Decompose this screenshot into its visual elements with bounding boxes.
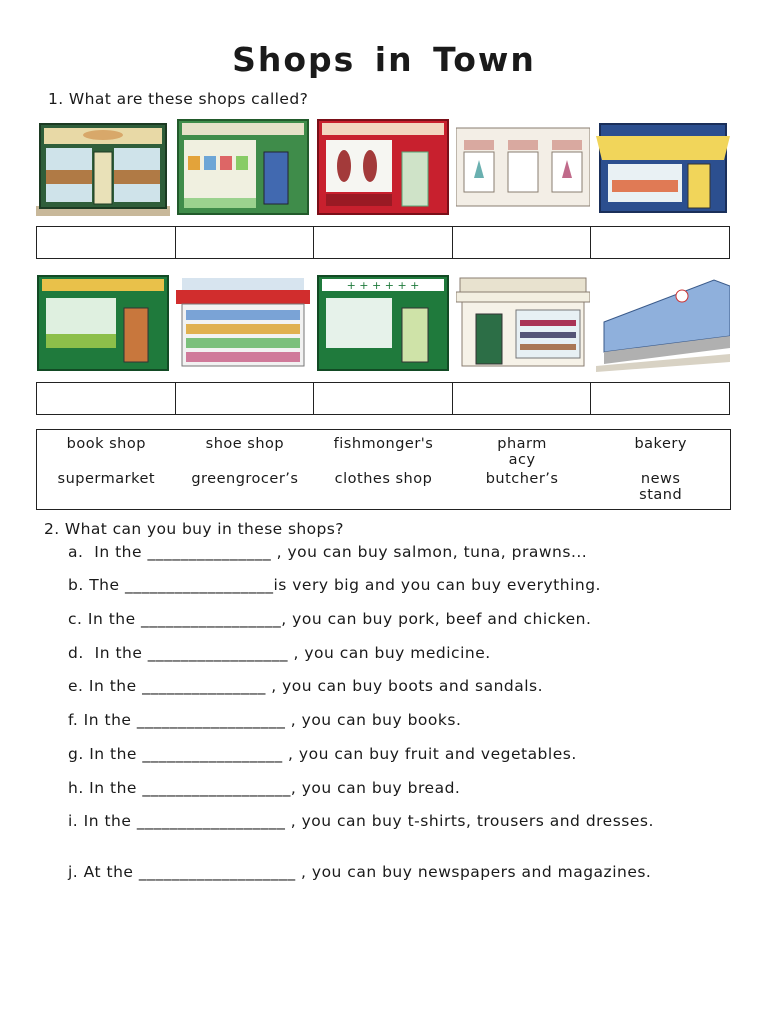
book-shop-icon — [176, 274, 310, 374]
supermarket-building-icon — [596, 274, 730, 374]
word-bank-item: pharmacy — [497, 436, 547, 468]
bakery-shop-icon — [36, 118, 170, 218]
shoe-shop-icon — [456, 274, 590, 374]
word-bank-item: fishmonger's — [333, 436, 434, 452]
sentence-e: e. In the _______________ , you can buy boots and sandals. — [68, 677, 544, 695]
shop-pictures-row-1 — [36, 118, 731, 218]
answer-box[interactable] — [591, 227, 729, 258]
news-stand-shop-icon — [176, 118, 310, 218]
answer-box[interactable] — [453, 383, 592, 414]
sentence-f: f. In the __________________ , you can buy books. — [68, 711, 462, 729]
question-1: 1. What are these shops called? — [48, 90, 309, 108]
sentence-h: h. In the __________________, you can buy bread. — [68, 779, 461, 797]
word-bank — [36, 429, 731, 510]
answer-boxes-row-1 — [36, 226, 730, 259]
word-bank-item: news stand — [639, 470, 683, 503]
sentence-a: a. In the _______________ , you can buy salmon, tuna, prawns... — [68, 543, 588, 561]
shop-pictures-row-2 — [36, 274, 731, 374]
sentence-i: i. In the __________________ , you can buy t-shirts, trousers and dresses. — [68, 812, 654, 830]
word-bank-item: shoe shop — [205, 436, 285, 452]
sentence-g: g. In the _________________ , you can buy fruit and vegetables. — [68, 745, 577, 763]
answer-box[interactable] — [176, 227, 315, 258]
answer-box[interactable] — [176, 383, 315, 414]
word-bank-item: bakery — [634, 436, 687, 452]
svg-text:+ + + + + +: + + + + + + — [346, 279, 420, 292]
pharmacy-shop-icon — [316, 274, 450, 374]
sentence-b: b. The __________________is very big and you can buy everything. — [68, 576, 601, 594]
answer-box[interactable] — [591, 383, 729, 414]
sentence-j: j. At the ___________________ , you can buy newspapers and magazines. — [68, 863, 652, 881]
clothes-shop-icon — [456, 118, 590, 218]
word-bank-item: book shop — [66, 436, 146, 452]
word-bank-item: supermarket — [57, 470, 156, 487]
answer-box[interactable] — [314, 227, 453, 258]
fishmongers-shop-icon — [596, 118, 730, 218]
answer-box[interactable] — [453, 227, 592, 258]
answer-box[interactable] — [37, 383, 176, 414]
answer-box[interactable] — [314, 383, 453, 414]
answer-box[interactable] — [37, 227, 176, 258]
sentence-c: c. In the _________________, you can buy pork, beef and chicken. — [68, 610, 592, 628]
sentence-d: d. In the _________________ , you can buy medicine. — [68, 644, 491, 662]
question-2: 2. What can you buy in these shops? — [44, 520, 344, 538]
word-bank-item: clothes shop — [334, 470, 433, 487]
worksheet-title: Shops in Town — [232, 40, 536, 79]
greengrocers-shop-icon — [36, 274, 170, 374]
answer-boxes-row-2 — [36, 382, 730, 415]
word-bank-item: butcher’s — [485, 470, 559, 487]
butchers-shop-icon — [316, 118, 450, 218]
word-bank-item: greengrocer’s — [191, 470, 299, 487]
